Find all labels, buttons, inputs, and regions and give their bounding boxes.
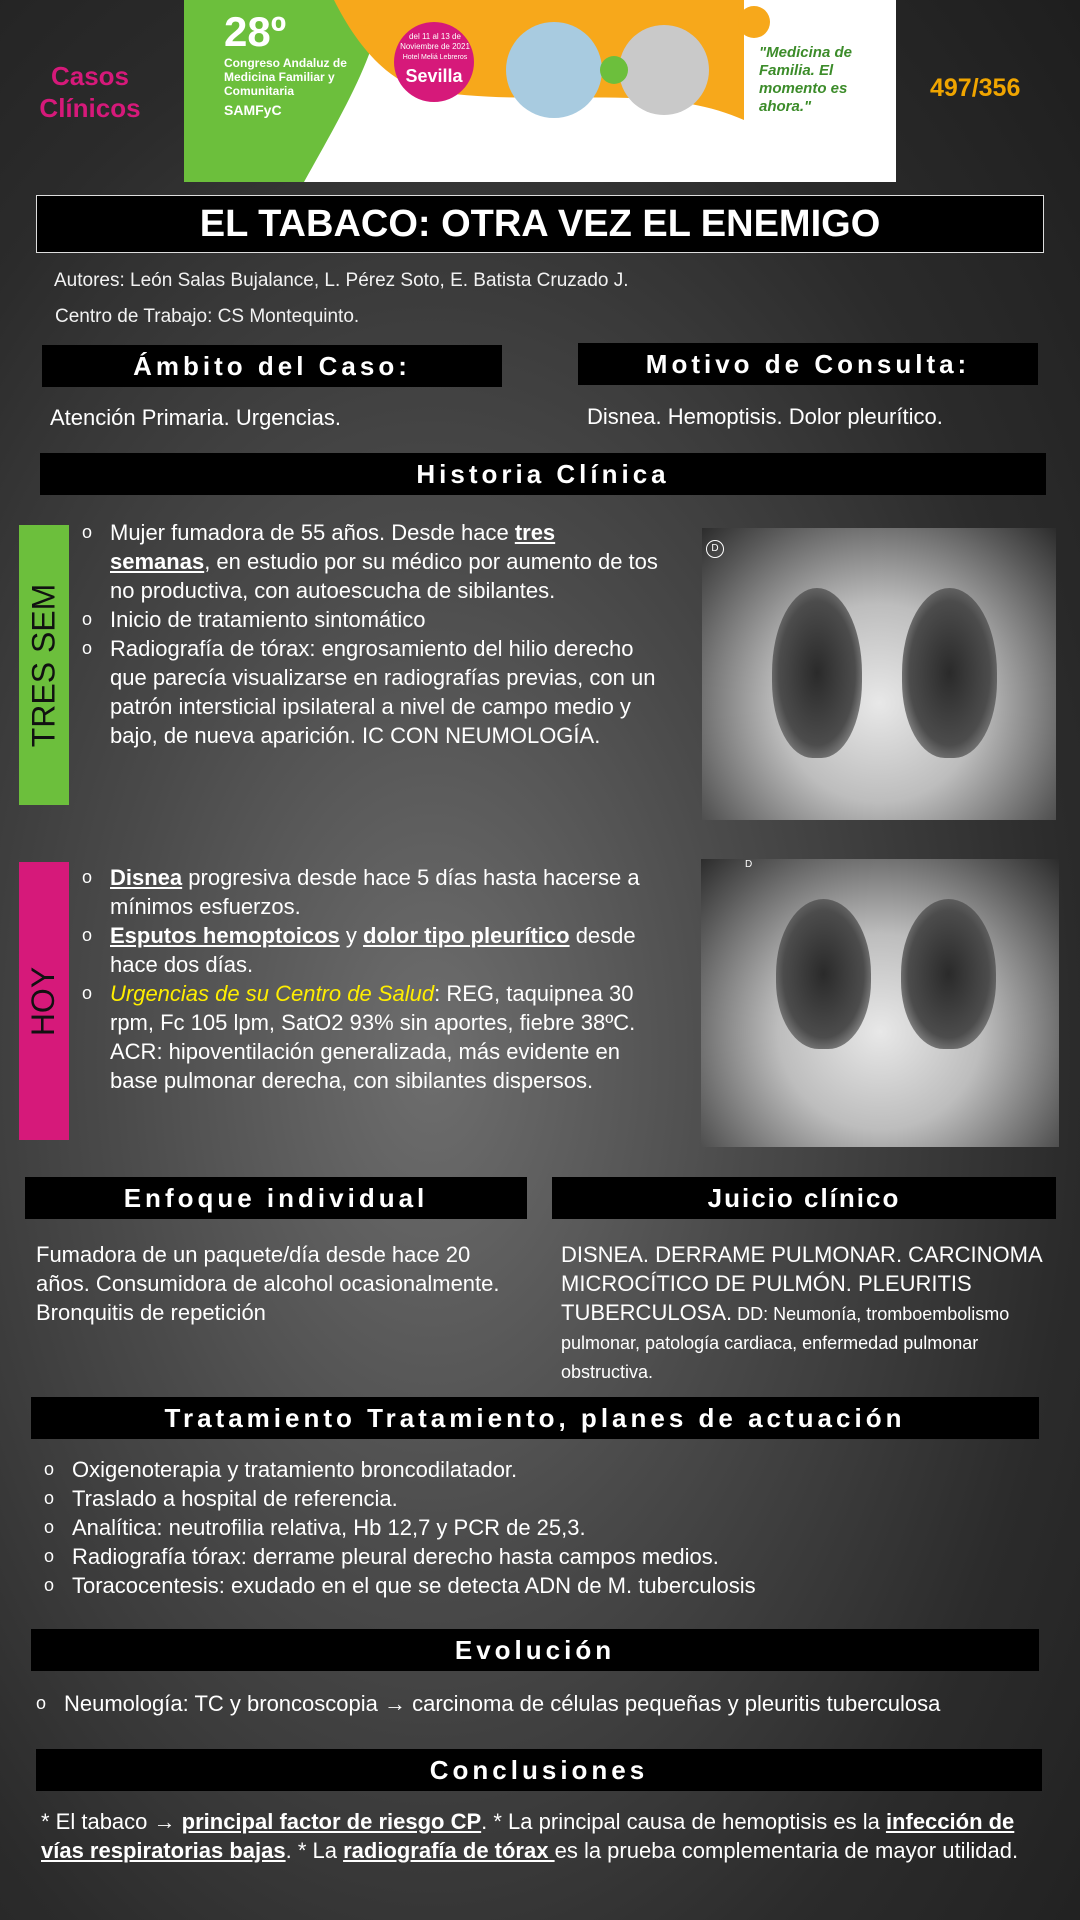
motivo-text: Disnea. Hemoptisis. Dolor pleurítico. (587, 404, 943, 429)
list-item: o Oxigenoterapia y tratamiento broncodilatador. (42, 1455, 1042, 1484)
chest-xray-1 (702, 528, 1056, 820)
evolucion-heading: Evolución (31, 1629, 1039, 1671)
xray-marker: D (706, 540, 724, 558)
banner-number: 28º (224, 8, 287, 55)
hoy-list (80, 863, 670, 1095)
banner-city: Sevilla (405, 66, 463, 86)
tres-sem-label: TRES SEM (19, 525, 69, 805)
conclusiones-text: * El tabaco → principal factor de riesgo CP. * La principal causa de hemoptisis es la infección de vías respiratorias bajas. * La radiografía de tórax es la prueba complementaria de mayor utilidad. (41, 1809, 1019, 1863)
casos-clinicos-label: Casos Clínicos (39, 61, 141, 123)
juicio-heading: Juicio clínico (552, 1177, 1056, 1219)
ambito-text: Atención Primaria. Urgencias. (50, 405, 342, 430)
conclusiones-heading: Conclusiones (36, 1749, 1042, 1791)
list-item: o Inicio de tratamiento sintomático (80, 605, 660, 634)
historia-heading: Historia Clínica (40, 453, 1046, 495)
page-number: 497/356 (930, 74, 1021, 102)
tres-sem-list (80, 518, 660, 750)
xray-marker: D (745, 859, 753, 870)
workplace: Centro de Trabajo: CS Montequinto. (55, 306, 360, 327)
ambito-heading: Ámbito del Caso: (42, 345, 502, 387)
juicio-main: DISNEA. DERRAME PULMONAR. CARCINOMA MICROCÍTICO DE PULMÓN. PLEURITIS TUBERCULOSA. (561, 1242, 1042, 1325)
enfoque-heading: Enfoque individual (25, 1177, 527, 1219)
tratamiento-list (42, 1455, 1042, 1600)
chest-xray-2 (701, 859, 1059, 1147)
list-item: o Mujer fumadora de 55 años. Desde hace tres semanas, en estudio por su médico por aumento de tos no productiva, con autoescucha de sibilantes. (80, 518, 660, 605)
tratamiento-heading: Tratamiento Tratamiento, planes de actuación (31, 1397, 1039, 1439)
banner-hotel: Hotel Meliá Lebreros (402, 54, 468, 61)
hoy-label: HOY (19, 862, 69, 1140)
banner-slogan: "Medicina de Familia. El momento es ahora." (759, 44, 852, 115)
list-item: o Analítica: neutrofilia relativa, Hb 12,7 y PCR de 25,3. (42, 1513, 1042, 1542)
list-item: o Urgencias de su Centro de Salud: REG, taquipnea 30 rpm, Fc 105 lpm, SatO2 93% sin aportes, fiebre 38ºC. ACR: hipoventilación generalizada, más evidente en base pulmonar derecha, con sibilantes dispersos. (80, 979, 670, 1095)
list-item: o Traslado a hospital de referencia. (42, 1484, 1042, 1513)
authors: Autores: León Salas Bujalance, L. Pérez Soto, E. Batista Cruzado J. (54, 270, 629, 291)
juicio-dd: DD: Neumonía, tromboembolismo pulmonar, patología cardiaca, enfermedad pulmonar obstructiva. (561, 1304, 1010, 1382)
banner-congress: Congreso Andaluz de Medicina Familiar y Comunitaria (224, 56, 347, 98)
enfoque-text: Fumadora de un paquete/día desde hace 20 años. Consumidora de alcohol ocasionalmente. Bronquitis de repetición (36, 1242, 500, 1325)
list-item: o Neumología: TC y broncoscopia → carcinoma de células pequeñas y pleuritis tuberculosa (34, 1689, 1044, 1718)
list-item: o Radiografía tórax: derrame pleural derecho hasta campos medios. (42, 1542, 1042, 1571)
list-item: o Toracocentesis: exudado en el que se detecta ADN de M. tuberculosis (42, 1571, 1042, 1600)
banner-dates: del 11 al 13 de Noviembre de 2021 (400, 32, 470, 51)
juicio-text (561, 1240, 1051, 1385)
list-item: o Radiografía de tórax: engrosamiento del hilio derecho que parecía visualizarse en radiografías previas, con un patrón intersticial ipsilateral a nivel de campo medio y bajo, de nueva aparición. IC CON NEUMOLOGÍA. (80, 634, 660, 750)
list-item: o Disnea progresiva desde hace 5 días hasta hacerse a mínimos esfuerzos. (80, 863, 670, 921)
case-title: EL TABACO: OTRA VEZ EL ENEMIGO (36, 195, 1044, 253)
congress-banner (184, 0, 896, 182)
evolucion-list (34, 1689, 1044, 1718)
motivo-heading: Motivo de Consulta: (578, 343, 1038, 385)
list-item: o Esputos hemoptoicos y dolor tipo pleurítico desde hace dos días. (80, 921, 670, 979)
banner-org: SAMFyC (224, 102, 282, 118)
